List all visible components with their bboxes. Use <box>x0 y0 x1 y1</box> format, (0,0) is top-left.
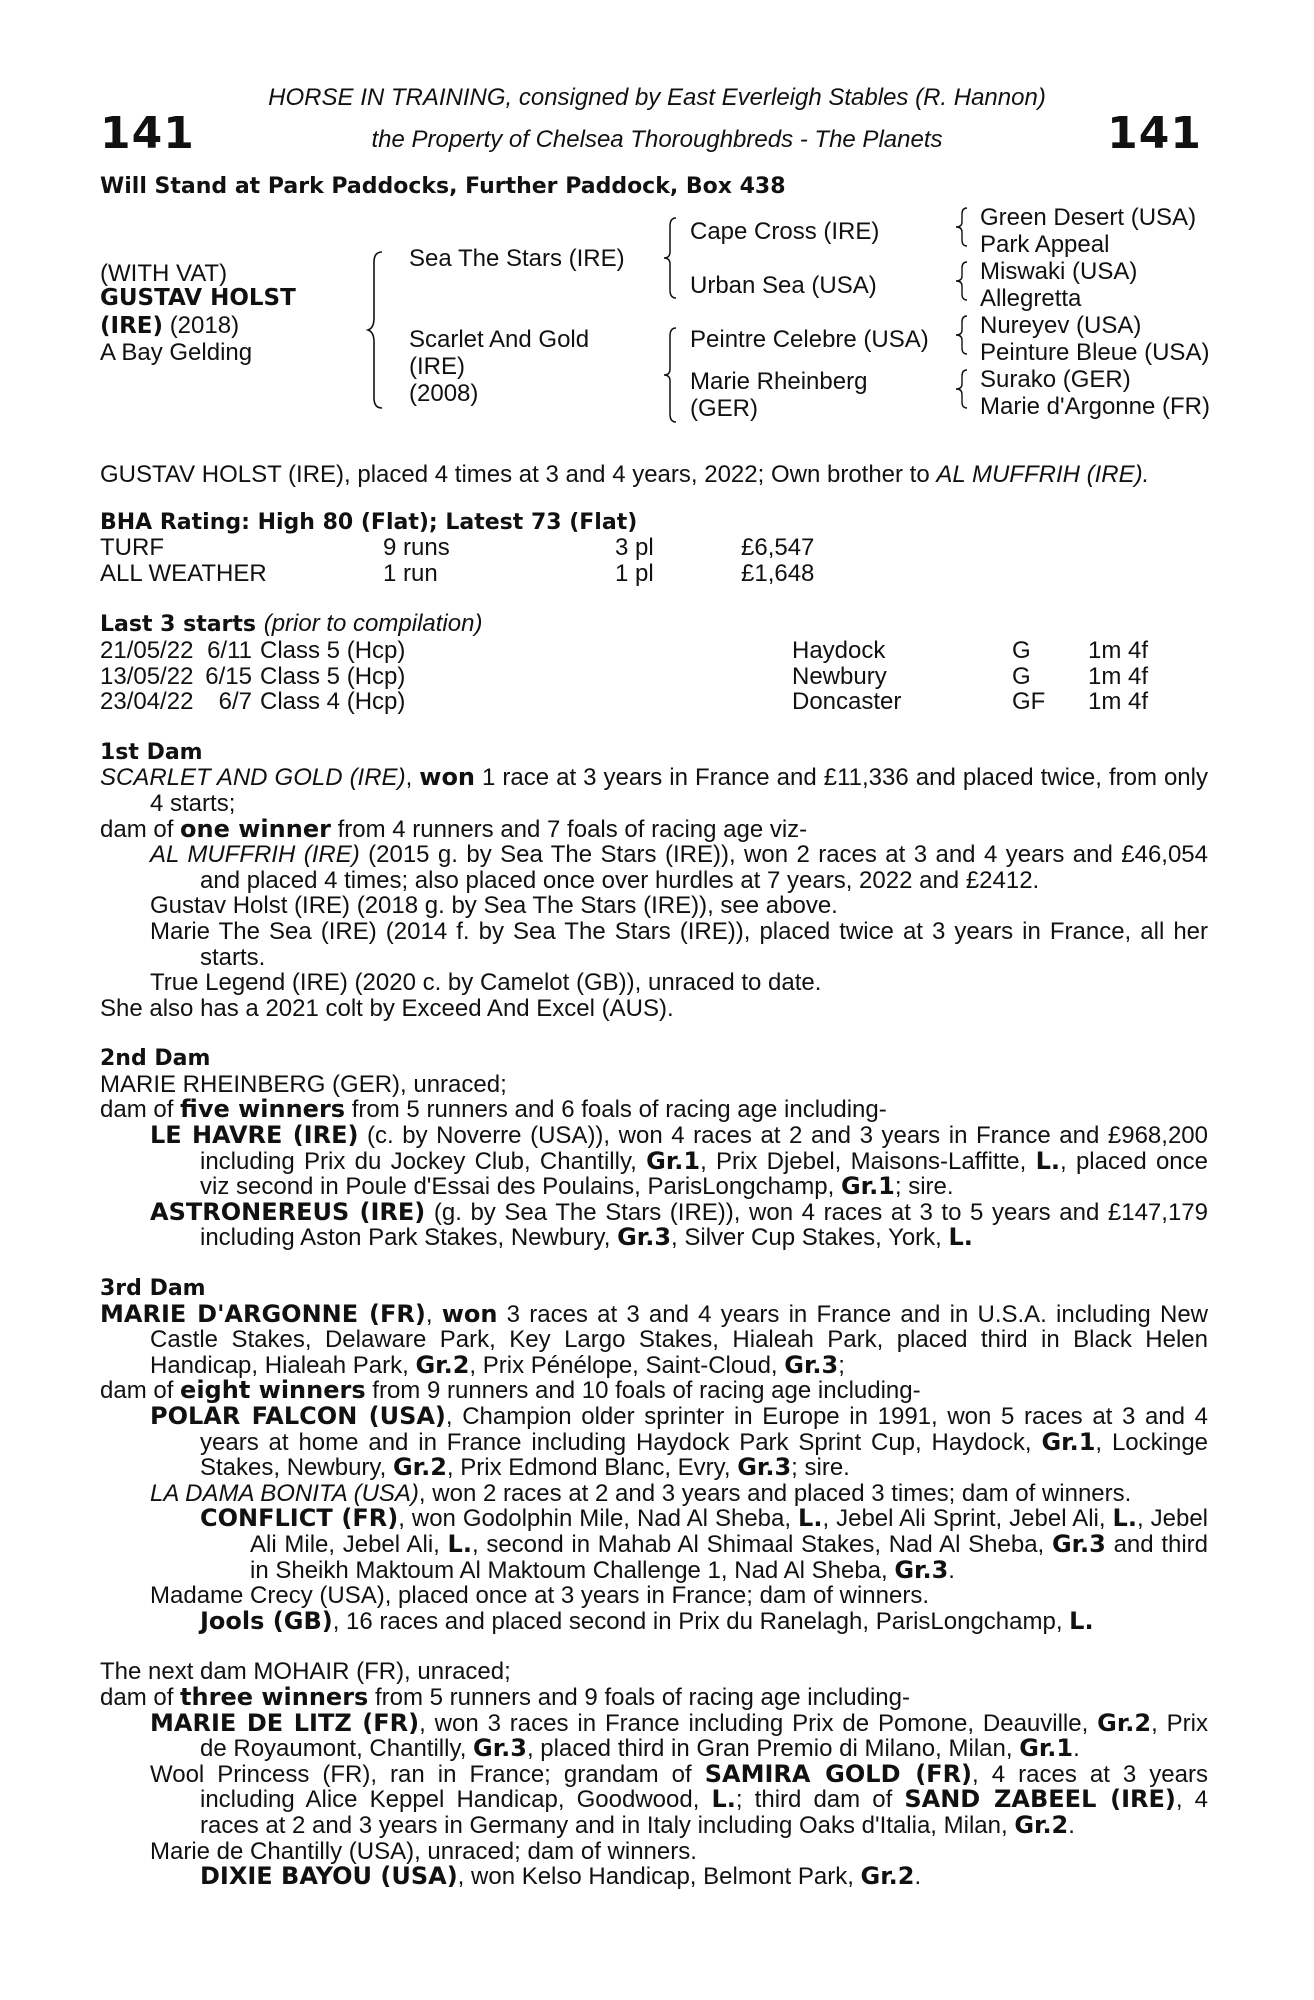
first-dam-heading: 1st Dam <box>100 739 203 765</box>
grade-label: Gr.3 <box>737 1453 792 1482</box>
start-date: 13/05/22 <box>100 662 194 690</box>
last-starts-title: Last 3 starts <box>100 612 257 638</box>
listed-label: L. <box>1035 1146 1060 1175</box>
consignment-line: HORSE IN TRAINING, consigned by East Everleigh Stables (R. Hannon) <box>268 84 1046 111</box>
progeny-text: , placed once viz second in Poule d'Essai des Poulains, ParisLongchamp, <box>200 1147 1208 1201</box>
progeny-marie-de-chantilly: Marie de Chantilly (USA), unraced; dam of winners. <box>150 1837 697 1865</box>
progeny-text: , Prix Edmond Blanc, Evry, <box>446 1454 738 1482</box>
pedigree-brace-g4-3 <box>956 314 974 356</box>
progeny-text: , won Kelso Handicap, Belmont Park, <box>457 1863 861 1891</box>
pedigree-g4-3: Miswaki (USA) <box>980 258 1138 285</box>
pedigree-dam-line3: (2008) <box>409 380 479 407</box>
progeny-astronereus <box>100 1197 1208 1252</box>
second-dam-line: MARIE RHEINBERG (GER), unraced; <box>100 1070 507 1098</box>
start-row <box>100 638 1148 664</box>
start-position: 6/7 <box>218 688 252 716</box>
progeny-text: and third in Sheikh Maktoum Al Maktoum Challenge 1, Nad Al Sheba, <box>250 1530 1209 1584</box>
progeny-text: , Prix Djebel, Maisons-Laffitte, <box>700 1147 1036 1175</box>
start-row <box>100 664 1148 690</box>
start-going: G <box>1012 662 1031 690</box>
start-position: 6/11 <box>207 636 252 664</box>
progeny-text: , won Godolphin Mile, Nad Al Sheba, <box>398 1505 799 1533</box>
grade-label: Gr.3 <box>1051 1529 1106 1558</box>
progeny-text: , 4 races at 2 and 3 years in Germany and in Italy including Oaks d'Italia, Milan, <box>200 1786 1209 1839</box>
progeny-name: CONFLICT (FR) <box>200 1504 399 1533</box>
grade-label: Gr.2 <box>415 1350 470 1379</box>
lot-number-left: 141 <box>100 108 195 159</box>
pedigree-g4-1: Green Desert (USA) <box>980 204 1197 231</box>
progeny-text: ; third dam of <box>735 1786 905 1814</box>
start-distance: 1m 4f <box>1088 662 1149 690</box>
progeny-marie-de-litz <box>100 1708 1208 1763</box>
start-position: 6/15 <box>205 662 252 690</box>
pedigree-sire-dam: Urban Sea (USA) <box>690 272 877 299</box>
horse-origin: (IRE) <box>100 313 164 339</box>
record-text: ; <box>838 1351 845 1379</box>
progeny-text: , Silver Cup Stakes, York, <box>671 1224 949 1252</box>
grade-label: Gr.3 <box>473 1734 527 1763</box>
produce-text: from 9 runners and 10 foals of racing age including- <box>365 1377 921 1405</box>
progeny-text: , won 3 races in France including Prix de Pomone, Deauville, <box>419 1709 1098 1737</box>
grade-label: Gr.1 <box>1019 1734 1074 1763</box>
produce-winners: five winners <box>180 1095 346 1124</box>
third-dam-name: MARIE D'ARGONNE (FR) <box>100 1299 426 1328</box>
pedigree-sire-sire: Cape Cross (IRE) <box>690 218 880 245</box>
start-row <box>100 689 1148 715</box>
lot-number-right: 141 <box>1107 108 1202 159</box>
grade-label: Gr.1 <box>1041 1427 1096 1456</box>
rating-surface: ALL WEATHER <box>100 559 267 587</box>
produce-text: dam of <box>100 1096 181 1124</box>
grade-label: Gr.3 <box>617 1223 672 1252</box>
progeny-name: SAMIRA GOLD (FR) <box>704 1759 973 1788</box>
progeny-name: LA DAMA BONITA (USA) <box>150 1479 419 1507</box>
progeny-la-dama-bonita <box>100 1481 1208 1507</box>
progeny-name: LE HAVRE (IRE) <box>150 1121 359 1150</box>
last-starts-note: (prior to compilation) <box>263 610 483 638</box>
rating-earnings: £1,648 <box>741 559 815 587</box>
first-dam-name: SCARLET AND GOLD (IRE) <box>100 764 406 792</box>
record-text: , Prix Pénélope, Saint-Cloud, <box>469 1351 785 1379</box>
first-dam-produce <box>100 814 1208 843</box>
foal-name: AL MUFFRIH (IRE) <box>150 841 360 869</box>
progeny-name: SAND ZABEEL (IRE) <box>904 1785 1176 1814</box>
progeny-text: , placed third in Gran Premio di Milano, Milan, <box>526 1735 1020 1763</box>
foal-true-legend: True Legend (IRE) (2020 c. by Camelot (GB)), unraced to date. <box>150 969 822 997</box>
last-starts-heading <box>100 611 1208 638</box>
next-dam-line: The next dam MOHAIR (FR), unraced; <box>100 1658 511 1686</box>
listed-label: L. <box>711 1785 736 1814</box>
progeny-text: , Prix de Royaumont, Chantilly, <box>200 1709 1208 1763</box>
pedigree-brace-g4-4 <box>956 368 974 410</box>
second-dam-heading: 2nd Dam <box>100 1046 211 1072</box>
foal-marie-the-sea: Marie The Sea (IRE) (2014 f. by Sea The Stars (IRE)), placed twice at 3 years in France, all her starts. <box>150 917 1208 971</box>
pedigree-g4-7: Surako (GER) <box>980 366 1131 393</box>
progeny-jools <box>100 1606 1208 1635</box>
progeny-text: , 4 races at 3 years including Alice Keppel Handicap, Goodwood, <box>200 1760 1208 1814</box>
pedigree-brace-dam <box>664 326 684 424</box>
progeny-text: . <box>948 1556 955 1584</box>
second-dam-produce <box>100 1097 1208 1123</box>
start-going: G <box>1012 636 1031 664</box>
pedigree-brace-sire <box>664 216 684 300</box>
spacer <box>100 1634 1208 1659</box>
summary-brother: AL MUFFRIH (IRE). <box>936 461 1150 488</box>
horse-year: (2018) <box>169 312 240 339</box>
progeny-name: ASTRONEREUS (IRE) <box>150 1197 426 1226</box>
horse-description: A Bay Gelding <box>100 339 253 366</box>
start-class: Class 5 (Hcp) <box>260 636 406 664</box>
first-dam-also: She also has a 2021 colt by Exceed And Excel (AUS). <box>100 994 674 1022</box>
foal-al-muffrih <box>100 842 1208 893</box>
summary-text: GUSTAV HOLST (IRE), placed 4 times at 3 and 4 years, 2022; Own brother to <box>100 461 937 488</box>
pedigree-dam-line1: Scarlet And Gold <box>409 326 590 353</box>
start-course: Doncaster <box>792 688 902 716</box>
grade-label: Gr.2 <box>392 1453 447 1482</box>
progeny-text: . <box>1073 1735 1080 1763</box>
rating-row <box>100 535 814 561</box>
progeny-text: , Champion older sprinter in Europe in 1991, won 5 races at 3 and 4 years at home and in France including Haydock Park Sprint Cup, Haydock, <box>200 1403 1208 1456</box>
rating-table <box>100 535 814 586</box>
progeny-text: , won 2 races at 2 and 3 years and placed 3 times; dam of winners. <box>418 1479 1132 1507</box>
progeny-conflict <box>100 1506 1208 1583</box>
progeny-text: Wool Princess (FR), ran in France; grandam of <box>150 1760 705 1788</box>
pedigree-dam-sire: Peintre Celebre (USA) <box>690 326 929 353</box>
progeny-text: . <box>1068 1811 1075 1839</box>
won-label: won <box>419 763 476 792</box>
start-going: GF <box>1012 688 1046 716</box>
rating-runs: 9 runs <box>383 534 450 562</box>
start-distance: 1m 4f <box>1088 688 1149 716</box>
third-dam-record: MARIE D'ARGONNE (FR), won 3 races at 3 and 4 years in France and in U.S.A. including New Castle Stakes, Delaware Park, Key Largo Stakes, Hialeah Park, placed third in Black Helen Handicap, Hialeah Park, Gr.2, Prix Pénélope, Saint-Cloud, Gr.3; <box>100 1299 1208 1379</box>
record-text: 3 races at 3 and 4 years in France and in U.S.A. including New Castle Stakes, Delaware Park, Key Largo Stakes, Hialeah Park, placed third in Black Helen Handicap, Hialeah Park, <box>150 1300 1208 1379</box>
horse-origin-year <box>100 312 239 340</box>
last-starts-table <box>100 638 1148 715</box>
rating-earnings: £6,547 <box>741 534 815 562</box>
first-dam-record: SCARLET AND GOLD (IRE), won 1 race at 3 years in France and £11,336 and placed twice, from only 4 starts; <box>100 763 1208 817</box>
progeny-name: POLAR FALCON (USA) <box>150 1402 446 1430</box>
listed-label: L. <box>948 1223 973 1252</box>
grade-label: Gr.2 <box>860 1862 915 1891</box>
pedigree-g4-4: Allegretta <box>980 285 1082 312</box>
progeny-text: ; sire. <box>791 1454 850 1482</box>
start-class: Class 4 (Hcp) <box>260 688 406 716</box>
progeny-text: (c. by Noverre (USA)), won 4 races at 2 and 3 years in France and £968,200 including Prix du Jockey Club, Chantilly, <box>200 1122 1208 1175</box>
foal-text: (2015 g. by Sea The Stars (IRE)), won 2 races at 3 and 4 years and £46,054 and placed 4 times; also placed once over hurdles at 7 years, 2022 and £2412. <box>200 841 1208 894</box>
produce-winners: eight winners <box>180 1376 366 1405</box>
progeny-dixie-bayou <box>100 1864 1208 1890</box>
rating-row <box>100 561 814 587</box>
produce-text: dam of <box>100 1377 181 1405</box>
catalogue-body <box>100 462 1208 1890</box>
pedigree-g4-8: Marie d'Argonne (FR) <box>980 393 1210 420</box>
next-dam-produce <box>100 1682 1208 1711</box>
progeny-name: MARIE DE LITZ (FR) <box>150 1708 420 1737</box>
grade-label: Gr.3 <box>894 1555 949 1584</box>
produce-text: from 4 runners and 7 foals of racing age viz- <box>330 815 808 843</box>
pedigree-brace-g4-1 <box>956 206 974 248</box>
start-distance: 1m 4f <box>1088 636 1149 664</box>
grade-label: Gr.2 <box>1014 1810 1069 1839</box>
listed-label: L. <box>1069 1606 1094 1635</box>
progeny-le-havre <box>100 1123 1208 1200</box>
pedigree-sire: Sea The Stars (IRE) <box>409 245 625 272</box>
start-course: Newbury <box>792 662 887 690</box>
first-dam-record-text: 1 race at 3 years in France and £11,336 and placed twice, from only 4 starts; <box>150 764 1208 817</box>
grade-label: Gr.2 <box>1097 1708 1152 1737</box>
third-dam-produce <box>100 1378 1208 1404</box>
start-date: 23/04/22 <box>100 688 194 716</box>
pedigree-dam-line2: (IRE) <box>409 353 465 380</box>
produce-text: dam of <box>100 815 181 843</box>
listed-label: L. <box>447 1529 472 1558</box>
pedigree-brace-g4-2 <box>956 260 974 302</box>
progeny-polar-falcon <box>100 1404 1208 1481</box>
pedigree-dam-dam-line2: (GER) <box>690 395 758 422</box>
progeny-text: , Jebel Ali Sprint, Jebel Ali, <box>822 1505 1113 1533</box>
pedigree-dam-dam-line1: Marie Rheinberg <box>690 368 868 395</box>
progeny-text: (g. by Sea The Stars (IRE)), won 4 races at 3 to 5 years and £147,179 including Aston Park Stakes, Newbury, <box>200 1198 1208 1252</box>
progeny-madame-crecy: Madame Crecy (USA), placed once at 3 years in France; dam of winners. <box>150 1582 929 1610</box>
start-date: 21/05/22 <box>100 636 194 664</box>
progeny-wool-princess <box>100 1759 1209 1839</box>
progeny-text: , second in Mahab Al Shimaal Stakes, Nad Al Sheba, <box>471 1530 1052 1558</box>
pedigree-g4-6: Peinture Bleue (USA) <box>980 339 1210 366</box>
progeny-text: , 16 races and placed second in Prix du Ranelagh, ParisLongchamp, <box>332 1607 1070 1635</box>
listed-label: L. <box>798 1504 823 1533</box>
start-class: Class 5 (Hcp) <box>260 662 406 690</box>
produce-text: from 5 runners and 9 foals of racing age including- <box>368 1683 910 1711</box>
progeny-name: DIXIE BAYOU (USA) <box>200 1862 458 1891</box>
rating-surface: TURF <box>100 534 164 562</box>
start-course: Haydock <box>792 636 886 664</box>
progeny-text: . <box>914 1863 922 1891</box>
grade-label: Gr.1 <box>840 1172 895 1201</box>
listed-label: L. <box>1112 1504 1137 1533</box>
stand-location: Will Stand at Park Paddocks, Further Paddock, Box 438 <box>100 174 786 199</box>
produce-winners: one winner <box>180 814 331 843</box>
grade-label: Gr.3 <box>784 1350 839 1379</box>
pedigree-brace-gen1 <box>368 250 394 410</box>
rating-heading: BHA Rating: High 80 (Flat); Latest 73 (Flat) <box>100 509 638 535</box>
pedigree-g4-2: Park Appeal <box>980 231 1110 258</box>
progeny-name: Jools (GB) <box>200 1606 333 1635</box>
produce-text: from 5 runners and 6 foals of racing age including- <box>345 1096 887 1124</box>
progeny-text: , Lockinge Stakes, Newbury, <box>200 1428 1209 1482</box>
grade-label: Gr.1 <box>646 1146 701 1175</box>
produce-winners: three winners <box>180 1682 369 1711</box>
pedigree-g4-5: Nureyev (USA) <box>980 312 1142 339</box>
rating-runs: 1 run <box>383 559 438 587</box>
produce-text: dam of <box>100 1683 181 1711</box>
progeny-text: ; sire. <box>894 1173 954 1201</box>
rating-placed: 3 pl <box>615 534 654 562</box>
property-line: the Property of Chelsea Thoroughbreds - The Planets <box>371 126 943 153</box>
horse-name: GUSTAV HOLST <box>100 285 296 311</box>
summary <box>100 462 1208 488</box>
vat-label: (WITH VAT) <box>100 260 228 287</box>
progeny-text: , Jebel Ali Mile, Jebel Ali, <box>250 1505 1209 1558</box>
foal-gustav-holst: Gustav Holst (IRE) (2018 g. by Sea The Stars (IRE)), see above. <box>150 892 838 920</box>
third-dam-heading: 3rd Dam <box>100 1276 206 1302</box>
rating-placed: 1 pl <box>615 559 654 587</box>
won-label: won <box>441 1299 498 1328</box>
